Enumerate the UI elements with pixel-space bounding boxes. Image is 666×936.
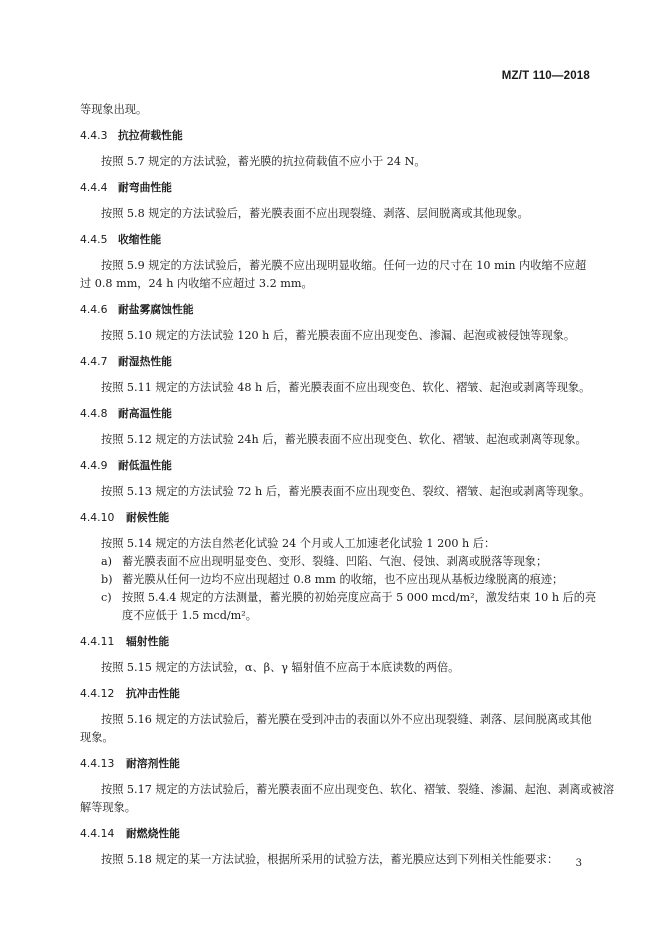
section-title: 耐湿热性能 [118,355,172,368]
paragraph-line: 解等现象。 [80,801,136,814]
paragraph-line: 按照 5.13 规定的方法试验 72 h 后，蓄光膜表面不应出现变色、裂纹、褶皱、起泡或剥离等现象。 [101,485,591,498]
section-heading-4-4-5 [80,233,161,247]
page-number: 3 [575,858,582,869]
section-title: 耐低温性能 [118,459,172,472]
paragraph-line: 现象。 [80,731,114,744]
paragraph-line: 按照 5.16 规定的方法试验后，蓄光膜在受到冲击的表面以外不应出现裂缝、剥落、层间脱离或其他 [101,713,592,726]
list-item-c-cont: 度不应低于 1.5 mcd/m²。 [122,609,257,622]
section-heading-4-4-8 [80,407,172,421]
section-number: 4.4.9 [80,459,108,472]
section-heading-4-4-12 [80,687,180,701]
list-item-c: 按照 5.4.4 规定的方法测量，蓄光膜的初始亮度应高于 5 000 mcd/m²，激发结束 10 h 后的亮 [122,591,597,604]
list-marker-b: b) [101,573,113,586]
section-title: 收缩性能 [118,233,162,246]
section-number: 4.4.4 [80,181,108,194]
paragraph-line: 按照 5.10 规定的方法试验 120 h 后，蓄光膜表面不应出现变色、渗漏、起泡或被侵蚀等现象。 [101,329,576,342]
paragraph-line: 按照 5.18 规定的某一方法试验，根据所采用的试验方法，蓄光膜应达到下列相关性能要求： [101,853,559,866]
list-item-b: 蓄光膜从任何一边均不应出现超过 0.8 mm 的收缩，也不应出现从基板边缘脱离的痕迹； [122,573,564,586]
section-title: 耐燃烧性能 [126,827,180,840]
section-heading-4-4-14 [80,827,180,841]
paragraph-line: 按照 5.15 规定的方法试验，α、β、γ 辐射值不应高于本底读数的两倍。 [101,661,460,674]
paragraph-line: 按照 5.12 规定的方法试验 24h 后，蓄光膜表面不应出现变色、软化、褶皱、起泡或剥离等现象。 [101,433,587,446]
section-number: 4.4.14 [80,827,115,840]
section-title: 耐高温性能 [118,407,172,420]
paragraph-line: 过 0.8 mm，24 h 内收缩不应超过 3.2 mm。 [80,277,313,290]
section-title: 耐弯曲性能 [118,181,172,194]
section-heading-4-4-3 [80,129,183,143]
section-heading-4-4-9 [80,459,172,473]
list-item-a: 蓄光膜表面不应出现明显变色、变形、裂缝、凹陷、气泡、侵蚀、剥离或脱落等现象； [122,555,548,568]
paragraph-line: 按照 5.9 规定的方法试验后，蓄光膜不应出现明显收缩。任何一边的尺寸在 10 min 内收缩不应超 [101,259,587,272]
section-heading-4-4-4 [80,181,172,195]
paragraph-line: 等现象出现。 [80,103,148,116]
section-heading-4-4-6 [80,303,194,317]
section-title: 辐射性能 [126,635,170,648]
section-number: 4.4.5 [80,233,108,246]
section-number: 4.4.7 [80,355,108,368]
section-title: 耐盐雾腐蚀性能 [118,303,194,316]
section-number: 4.4.12 [80,687,115,700]
section-number: 4.4.3 [80,129,108,142]
section-heading-4-4-13 [80,757,180,771]
section-heading-4-4-11 [80,635,169,649]
section-number: 4.4.13 [80,757,115,770]
section-number: 4.4.6 [80,303,108,316]
paragraph-line: 按照 5.8 规定的方法试验后，蓄光膜表面不应出现裂缝、剥落、层间脱离或其他现象。 [101,207,529,220]
section-title: 耐溶剂性能 [126,757,180,770]
section-number: 4.4.10 [80,511,115,524]
list-marker-a: a) [101,555,113,568]
section-heading-4-4-7 [80,355,172,369]
section-title: 抗拉荷载性能 [118,129,183,142]
paragraph-line: 按照 5.7 规定的方法试验，蓄光膜的抗拉荷载值不应小于 24 N。 [101,155,426,168]
section-heading-4-4-10 [80,511,169,525]
section-number: 4.4.8 [80,407,108,420]
section-number: 4.4.11 [80,635,115,648]
paragraph-line: 按照 5.17 规定的方法试验后，蓄光膜表面不应出现变色、软化、褶皱、裂缝、渗漏、起泡、剥离或被溶 [101,783,615,796]
list-marker-c: c) [101,591,112,604]
paragraph-line: 按照 5.14 规定的方法自然老化试验 24 个月或人工加速老化试验 1 200 h 后： [101,537,496,550]
section-title: 抗冲击性能 [126,687,180,700]
paragraph-line: 按照 5.11 规定的方法试验 48 h 后，蓄光膜表面不应出现变色、软化、褶皱、起泡或剥离等现象。 [101,381,591,394]
section-title: 耐候性能 [126,511,170,524]
standard-code: MZ/T 110—2018 [501,70,590,82]
